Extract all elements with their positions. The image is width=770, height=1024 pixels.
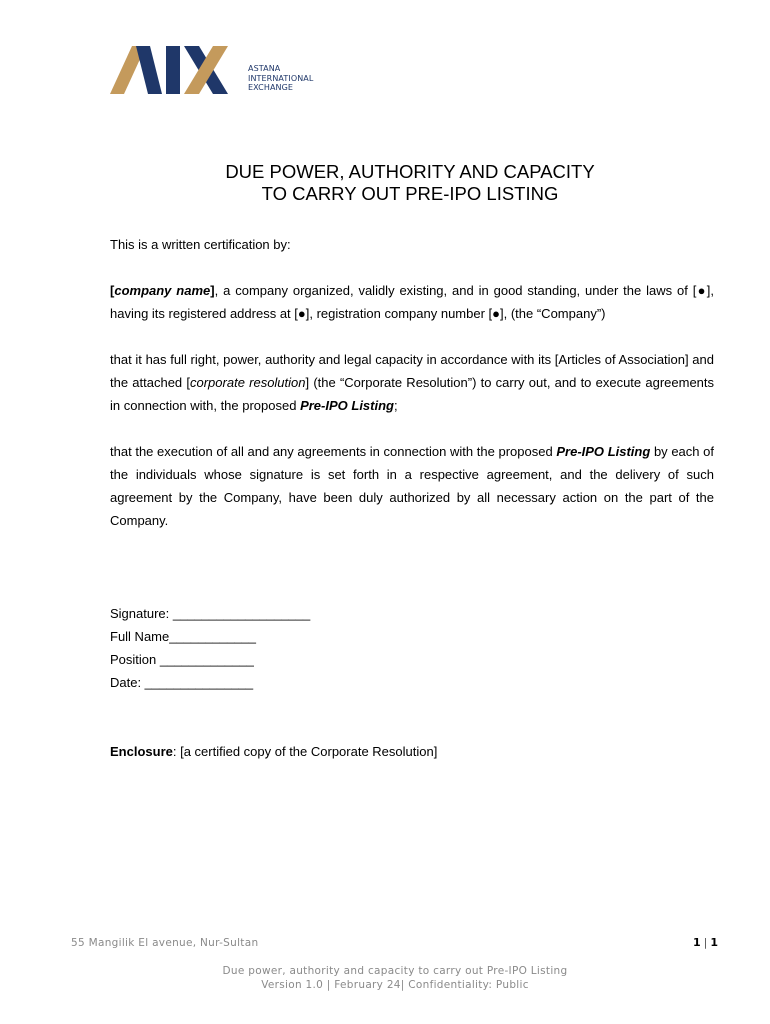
page-separator: | [703,936,708,949]
position-line[interactable]: Position _____________ [110,652,254,667]
page-number [693,936,718,949]
logo-line-1: ASTANA [248,64,281,73]
footer-document-info [0,964,770,992]
authority-text-2: ] (the “Corporate Resolution”) to carry out, and to execute agreements in connection with, the proposed [110,375,715,413]
footer-line-2: Version 1.0 | February 24| Confidentiality: Public [261,979,529,991]
document-title [0,161,770,205]
company-paragraph [110,279,714,325]
authority-text-1: that it has full right, power, authority and legal capacity in accordance with its [Articles of Association] and the attached [ [110,352,714,390]
page-total: 1 [710,936,718,949]
execution-text-1: that the execution of all and any agreements in connection with the proposed [110,444,557,459]
full-name-line[interactable]: Full Name____________ [110,629,256,644]
enclosure-text: : [a certified copy of the Corporate Resolution] [172,744,438,759]
logo-line-2: INTERNATIONAL [248,73,314,83]
signature-block [110,602,310,694]
footer-line-1: Due power, authority and capacity to carry out Pre-IPO Listing [222,965,568,977]
footer-address: 55 Mangilik El avenue, Nur-Sultan [71,937,259,949]
company-paragraph-text: , a company organized, validly existing, and in good standing, under the laws of [●], having its registered address at [●], registration company number [●], (the “Company”) [110,283,714,321]
authority-text-3: ; [393,398,398,413]
title-line-2: TO CARRY OUT PRE-IPO LISTING [261,183,559,204]
title-line-1: DUE POWER, AUTHORITY AND CAPACITY [225,161,595,182]
enclosure-note [110,740,437,763]
corporate-resolution-italic: corporate resolution [190,375,306,390]
aix-logo-mark-icon [110,42,245,98]
intro-paragraph: This is a written certification by: [110,237,291,252]
pre-ipo-listing-emphasis-2: Pre-IPO Listing [556,444,651,459]
pre-ipo-listing-emphasis: Pre-IPO Listing [300,398,394,413]
logo-wordmark [248,64,313,93]
page-current: 1 [692,936,701,949]
signature-line[interactable]: Signature: ___________________ [110,606,311,621]
authority-paragraph [110,348,714,417]
aix-logo [110,42,340,98]
enclosure-label: Enclosure [110,744,173,759]
execution-paragraph [110,440,714,532]
company-name-placeholder: [company name] [110,283,215,298]
date-line[interactable]: Date: _______________ [110,675,254,690]
logo-line-3: EXCHANGE [248,83,294,92]
execution-text-2: by each of the individuals whose signature is set forth in a respective agreement, and the delivery of such agreement by the Company, have been duly authorized by all necessary action on the part of the Company. [110,444,714,528]
